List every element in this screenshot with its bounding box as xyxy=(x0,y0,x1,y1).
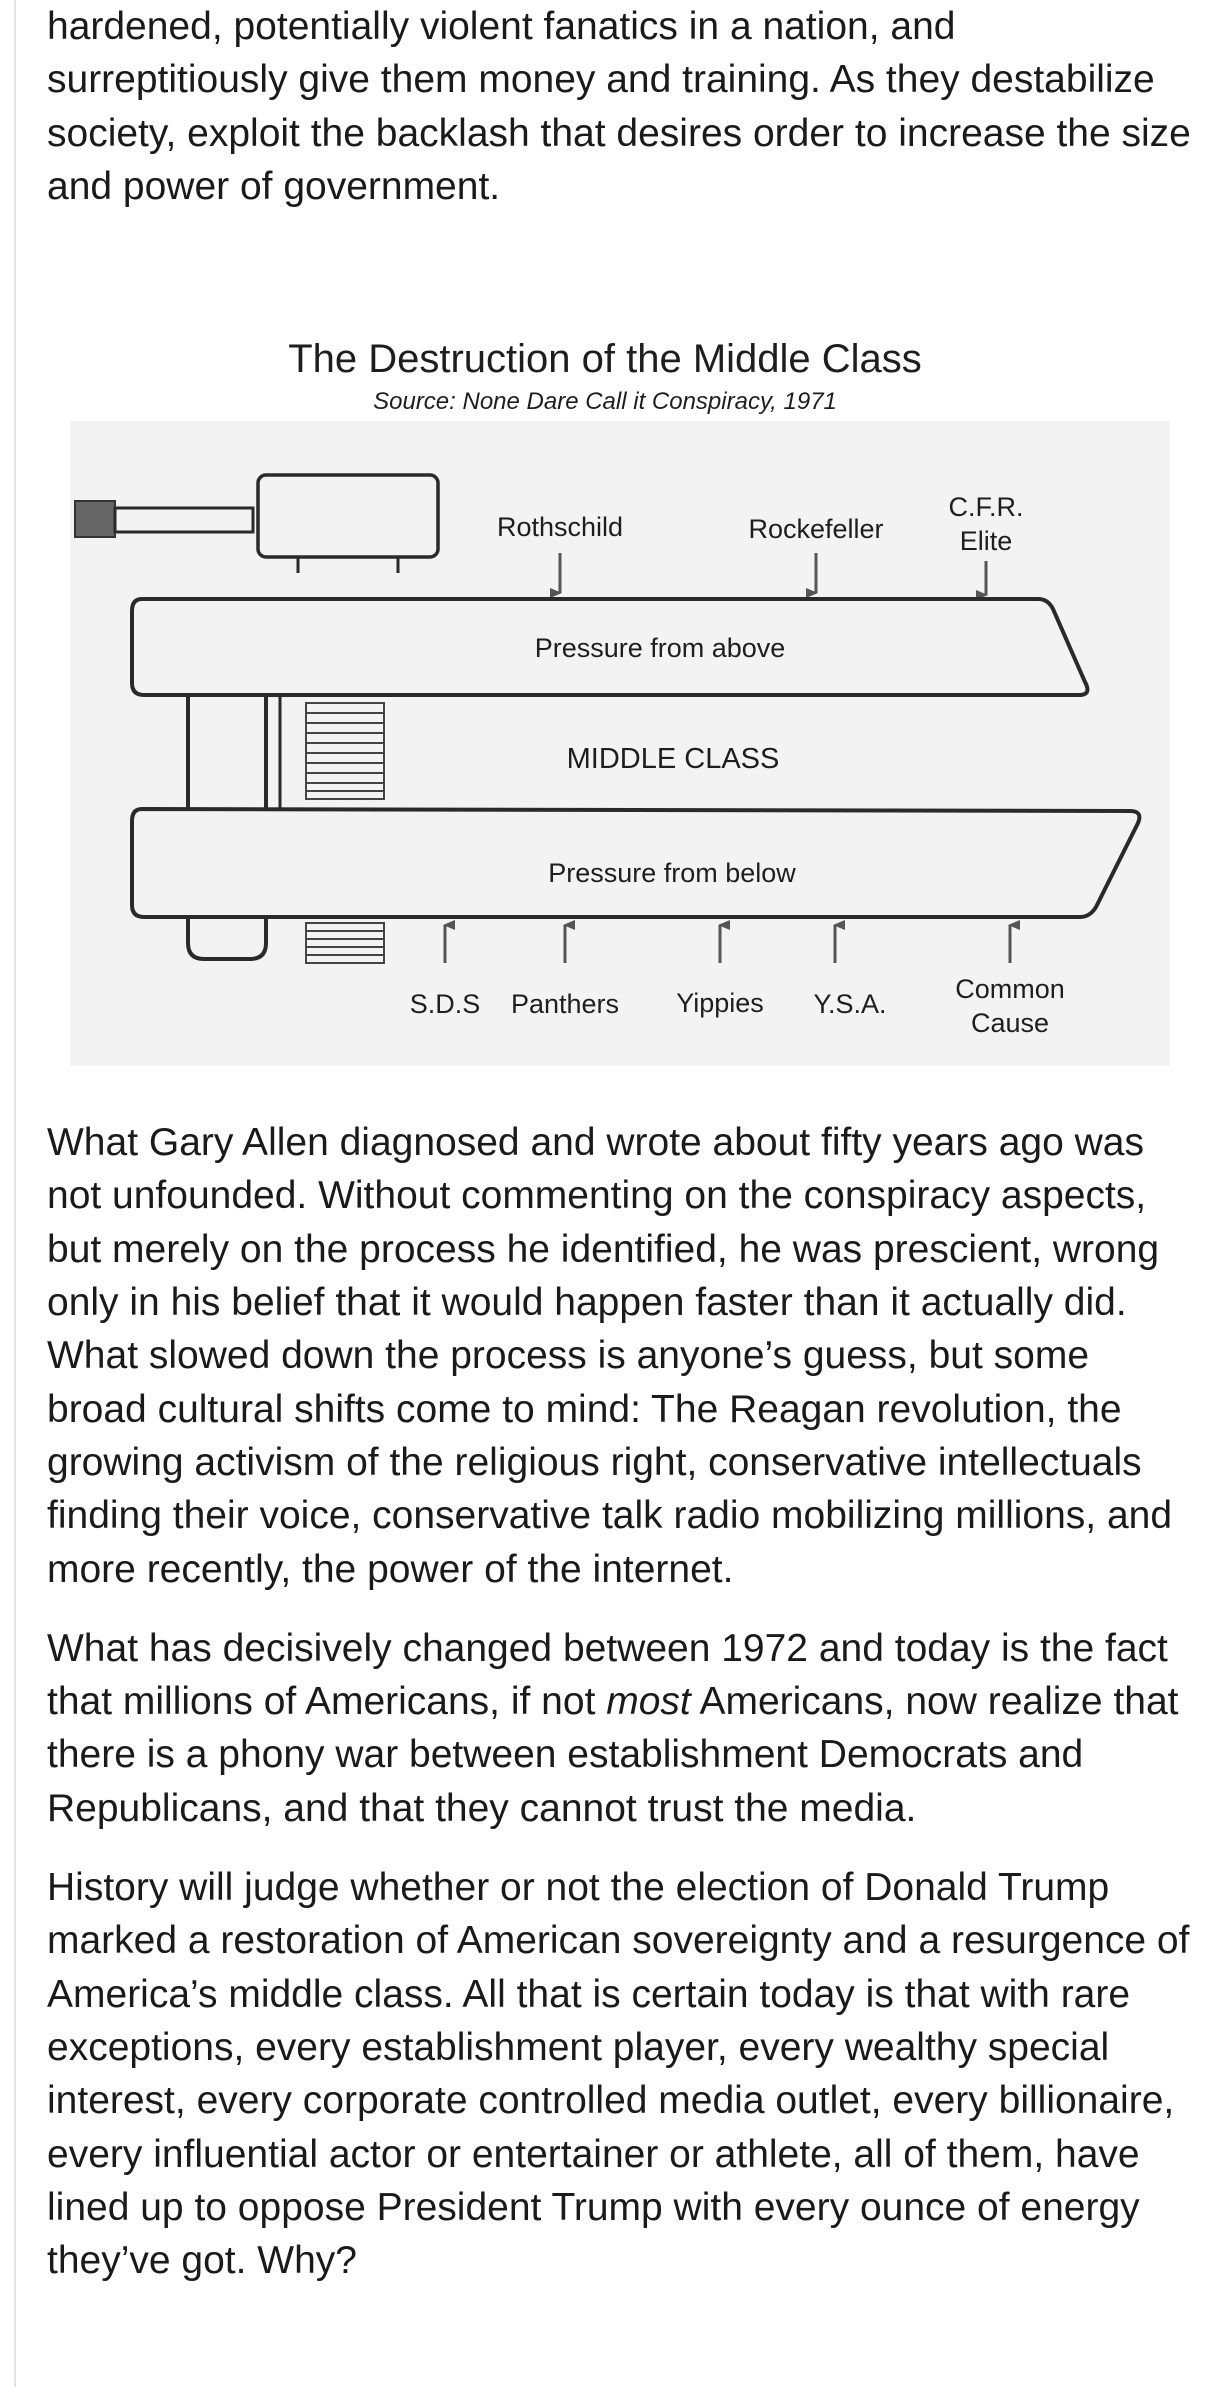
label-common-line1: Common xyxy=(955,974,1065,1005)
intro-paragraph: hardened, potentially violent fanatics in a nation, and surreptitiously give them money and training. As they destabilize society, exploit the backlash that desires order to increase the size and power of government. xyxy=(47,5,1191,208)
paragraph-what-has-changed-part1: What has decisively changed between 1972 and today is the fact that millions of Americans, if not xyxy=(47,1626,1168,1724)
paragraph-history-will-judge: History will judge whether or not the election of Donald Trump marked a restoration of American sovereignty and a resurgence of America’s middle class. All that is certain today is that with rare exceptions, every establishment player, every wealthy special interest, every corporate controlled media outlet, every billionaire, every influential actor or entertainer or athlete, all of them, have lined up to oppose President Trump with every ounce of energy they’ve got. Why? xyxy=(47,1866,1190,2283)
figure-source: Source: None Dare Call it Conspiracy, 1971 xyxy=(373,388,837,416)
article-body xyxy=(47,0,1197,2287)
left-margin-rule xyxy=(14,0,16,2387)
label-common-line2: Cause xyxy=(970,1008,1050,1039)
paragraph-what-has-changed-part2: Americans, now realize that there is a phony war between establishment Democrats and Republicans, and that they cannot trust the media. xyxy=(47,1680,1179,1830)
label-cfr-line1: C.F.R. xyxy=(948,492,1024,523)
label-rothschild: Rothschild xyxy=(496,512,624,543)
label-yippies: Yippies xyxy=(676,988,764,1019)
label-ysa: Y.S.A. xyxy=(813,989,887,1020)
paragraph-gary-allen: What Gary Allen diagnosed and wrote about fifty years ago was not unfounded. Without commenting on the conspiracy aspects, but merely on the process he identified, he was prescient, wrong only in his belief that it would happen faster than it actually did. What slowed down the process is anyone’s guess, but some broad cultural shifts come to mind: The Reagan revolution, the growing activism of the religious right, conservative intellectuals finding their voice, conservative talk radio mobilizing millions, and more recently, the power of the internet. xyxy=(47,1121,1173,1591)
label-sds: S.D.S xyxy=(409,989,481,1020)
label-middle-class: MIDDLE CLASS xyxy=(566,743,780,776)
figure-title: The Destruction of the Middle Class xyxy=(288,337,922,382)
press-diagram xyxy=(70,331,1170,1091)
label-rockefeller: Rockefeller xyxy=(748,514,884,545)
emphasis-most: most xyxy=(606,1680,691,1724)
label-cfr-line2: Elite xyxy=(959,526,1013,557)
paragraph-what-has-changed xyxy=(47,1622,1197,1835)
label-pressure-above: Pressure from above xyxy=(534,633,786,664)
label-panthers: Panthers xyxy=(510,989,620,1020)
destruction-middle-class-figure xyxy=(70,331,1170,1091)
label-pressure-below: Pressure from below xyxy=(548,858,796,889)
